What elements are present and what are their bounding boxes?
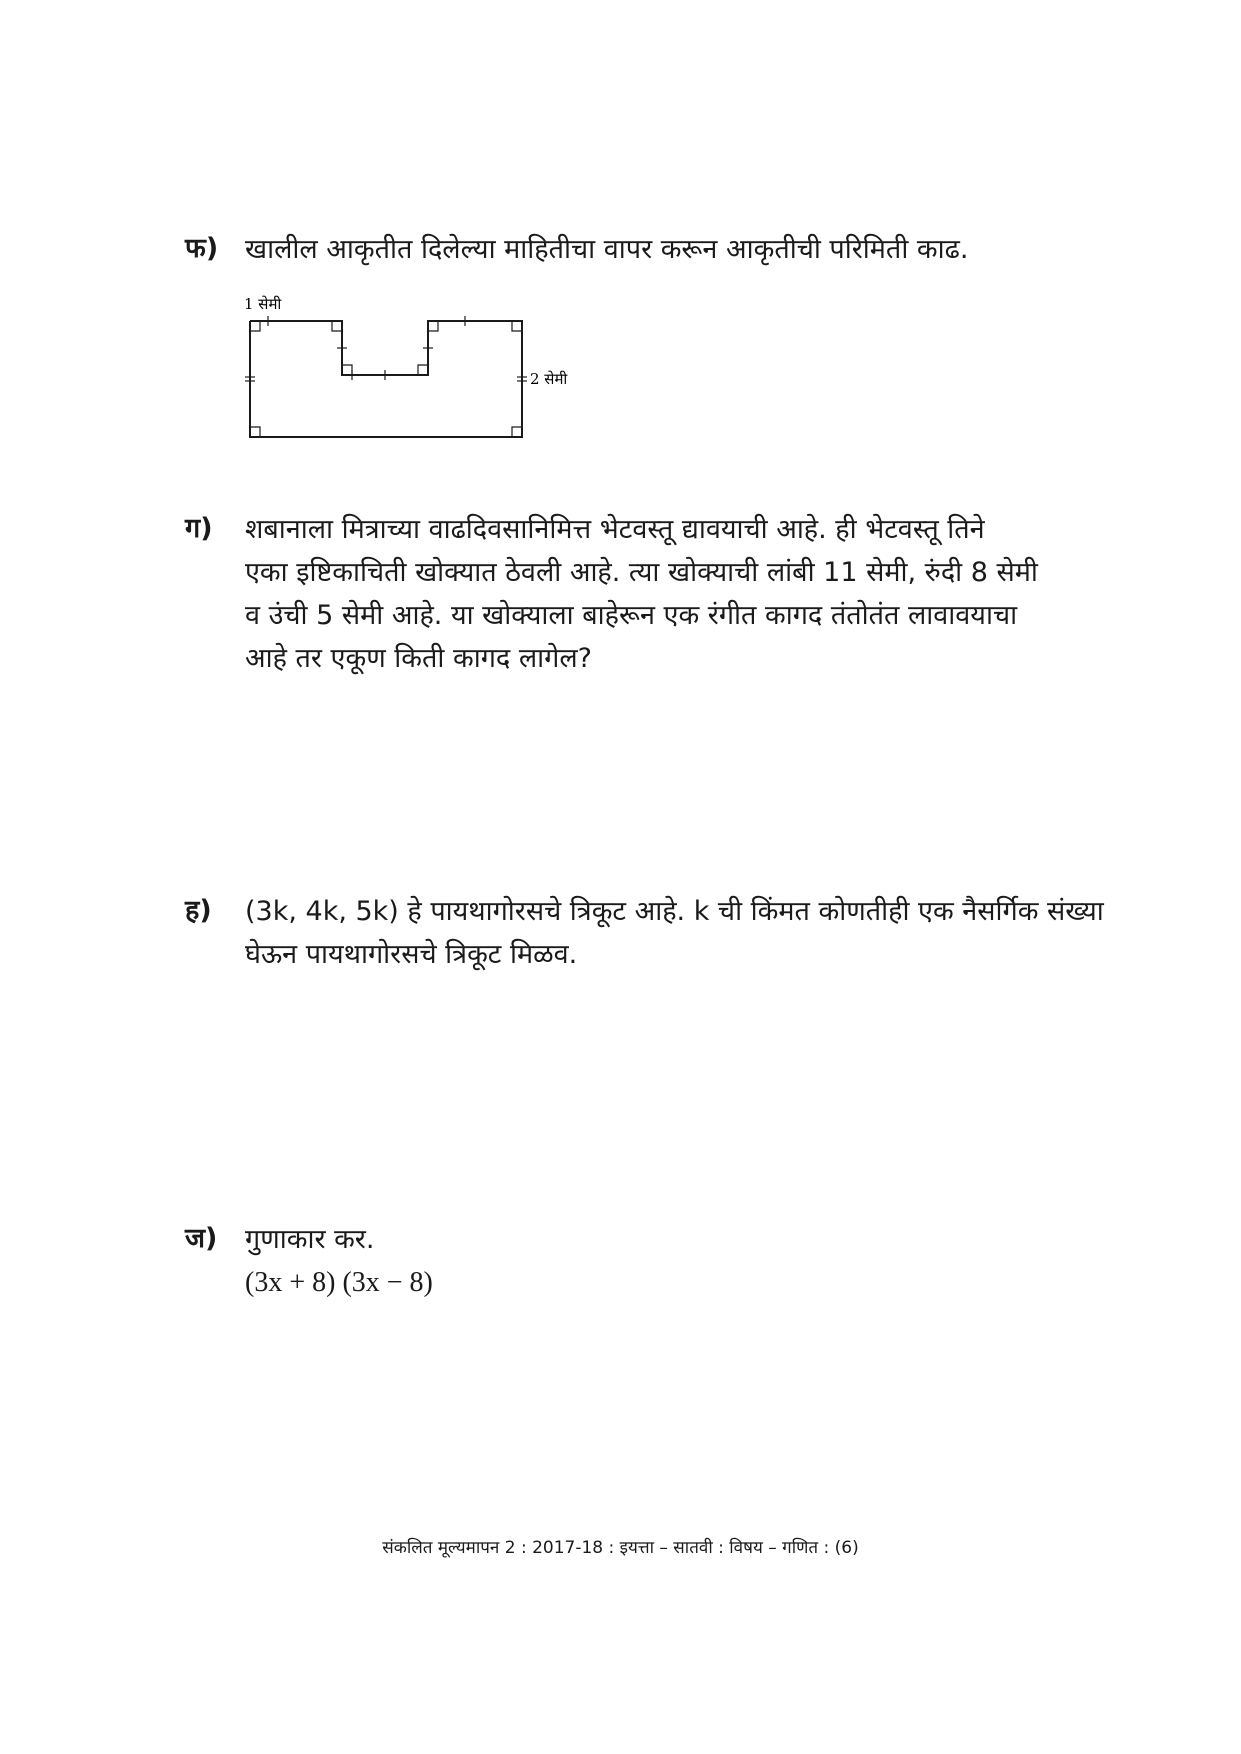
question-line: घेऊन पायथागोरसचे त्रिकूट मिळव.: [245, 939, 578, 970]
question-text: [245, 508, 1125, 680]
tick-marks-single: [268, 316, 465, 380]
question-label: फ): [185, 233, 219, 264]
shape-diagram: [240, 285, 600, 465]
question-line: (3k, 4k, 5k) हे पायथागोरसचे त्रिकूट आहे. k ची किंमत कोणतीही एक नैसर्गिक संख्या: [245, 896, 1104, 927]
right-side-label: 2 सेमी: [530, 370, 568, 388]
question-line: व उंची 5 सेमी आहे. या खोक्याला बाहेरून एक रंगीत कागद तंतोतंत लावावयाचा: [245, 600, 1018, 631]
question-label: ह): [185, 895, 212, 926]
question-line: गुणाकार कर.: [245, 1224, 375, 1255]
question-text: [245, 1218, 1125, 1304]
top-side-label: 1 सेमी: [244, 295, 282, 313]
right-angle-marks: [250, 321, 522, 437]
question-line: खालील आकृतीत दिलेल्या माहितीचा वापर करून आकृतीची परिमिती काढ.: [245, 234, 969, 265]
question-line: एका इष्टिकाचिती खोक्यात ठेवली आहे. त्या खोक्याची लांबी 11 सेमी, रुंदी 8 सेमी: [245, 557, 1038, 588]
tick-marks-double: [245, 377, 527, 381]
figure-outline: [250, 321, 522, 437]
math-expression: (3x + 8) (3x − 8): [245, 1267, 433, 1298]
question-label: ग): [185, 513, 213, 544]
page-footer: संकलित मूल्यमापन 2 : 2017-18 : इयत्ता – सातवी : विषय – गणित : (6): [382, 1538, 859, 1558]
question-text: [245, 228, 1125, 271]
question-line: शबानाला मित्राच्या वाढदिवसानिमित्त भेटवस्तू द्यावयाची आहे. ही भेटवस्तू तिने: [245, 514, 985, 545]
question-line: आहे तर एकूण किती कागद लागेल?: [245, 643, 592, 674]
question-text: [245, 890, 1125, 976]
question-label: ज): [185, 1223, 218, 1254]
perimeter-figure: [240, 285, 600, 465]
